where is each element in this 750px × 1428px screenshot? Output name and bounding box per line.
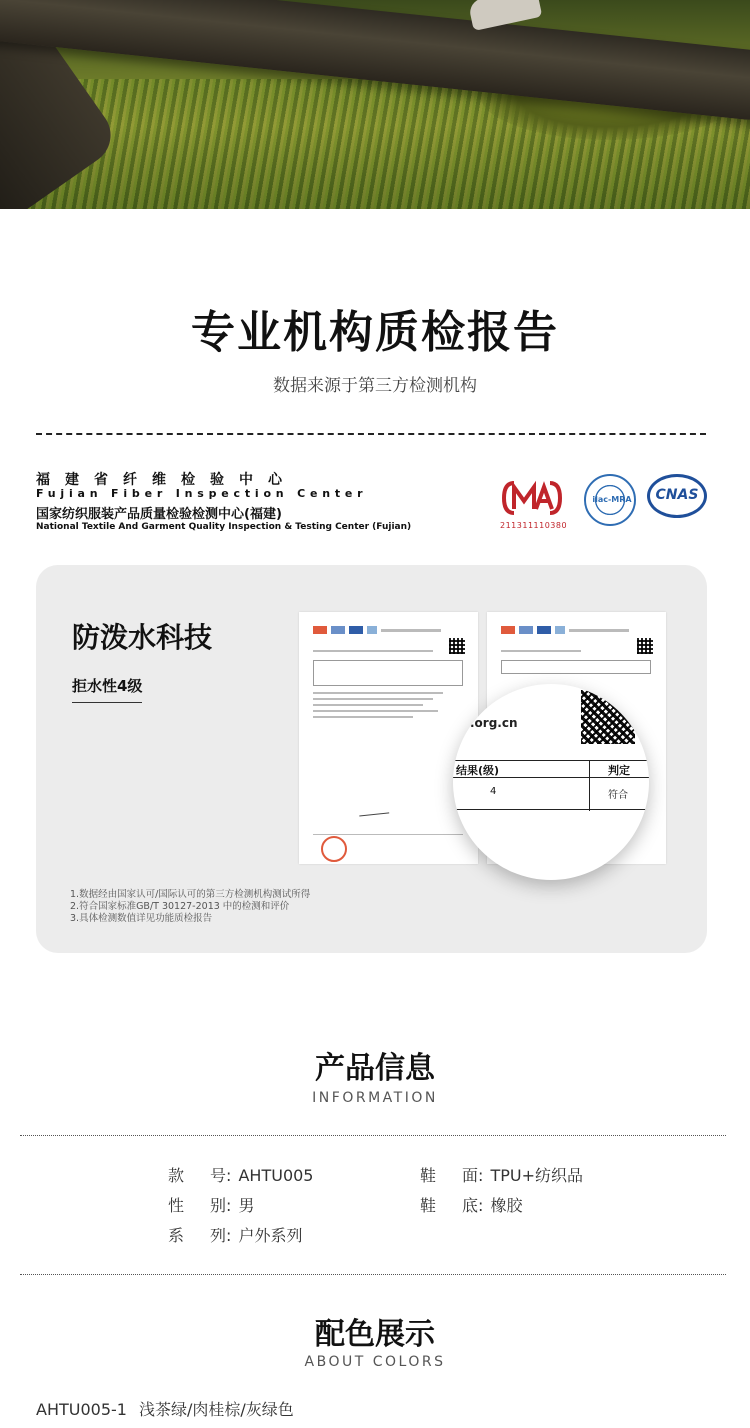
red-seal-icon [321,836,347,862]
result-value: 4 [490,786,497,797]
report-header-logos [313,626,463,634]
institute-name-zh: 福建省纤维检验中心 [36,472,297,488]
testing-center-zh: 国家纺织服装产品质量检验检测中心(福建) [36,507,282,522]
note-line: 1.数据经由国家认可/国际认可的第三方检测机构测试所得 [70,889,311,900]
report-title: 专业机构质检报告 [191,307,559,358]
product-info-subtitle: INFORMATION [312,1090,438,1106]
color-item [36,1397,294,1420]
color-code: AHTU005-1 [36,1400,127,1419]
magnified-url: z.org.cn [463,716,518,730]
institute-name-en: Fujian Fiber Inspection Center [36,487,368,500]
cnas-logo-icon: CNAS [647,474,707,518]
product-info-title: 产品信息 [315,1051,435,1086]
tech-feature: 拒水性4级 [72,675,142,703]
test-notes [70,889,310,925]
color-name: 浅茶绿/肉桂棕/灰绿色 [138,1400,294,1419]
ilac-mra-logo-icon: ilac-MRA [584,474,636,526]
note-line: 2.符合国家标准GB/T 30127-2013 中的检测和评价 [70,901,290,912]
magnified-qr-code-icon [581,690,635,744]
magnified-result-table [453,760,649,810]
spec-upper: 鞋面: TPU+纺织品 [420,1166,584,1185]
ma-number: 211311110380 [500,521,568,530]
report-table [501,660,651,674]
colors-subtitle: ABOUT COLORS [304,1354,446,1370]
spec-style-number: 款号: AHTU005 [168,1166,314,1185]
hero-photo [0,0,750,209]
colors-title: 配色展示 [315,1317,435,1352]
water-repellent-card [36,565,707,953]
note-line: 3.具体检测数值详见功能质检报告 [70,913,213,924]
spec-sole: 鞋底: 橡胶 [420,1196,523,1215]
signature [359,807,389,816]
verdict-column-header: 判定 [608,764,630,777]
dotted-divider [20,1274,726,1275]
report-subtitle: 数据来源于第三方检测机构 [273,376,477,396]
dotted-divider [20,1135,726,1136]
verdict-value: 符合 [608,790,628,801]
spec-gender: 性别: 男 [168,1196,255,1215]
report-page-1 [299,612,478,864]
report-table [313,660,463,686]
spec-series: 系列: 户外系列 [168,1226,303,1245]
qr-code-icon [449,638,465,654]
report-header-logos [501,626,651,634]
qr-code-icon [637,638,653,654]
testing-center-en: National Textile And Garment Quality Inspection & Testing Center (Fujian) [36,522,412,532]
ma-logo-icon [500,479,564,517]
magnifier-zoom [453,684,649,880]
result-column-header: 结果(级) [456,764,500,777]
dashed-divider [36,433,706,435]
tech-title: 防泼水科技 [72,621,213,654]
